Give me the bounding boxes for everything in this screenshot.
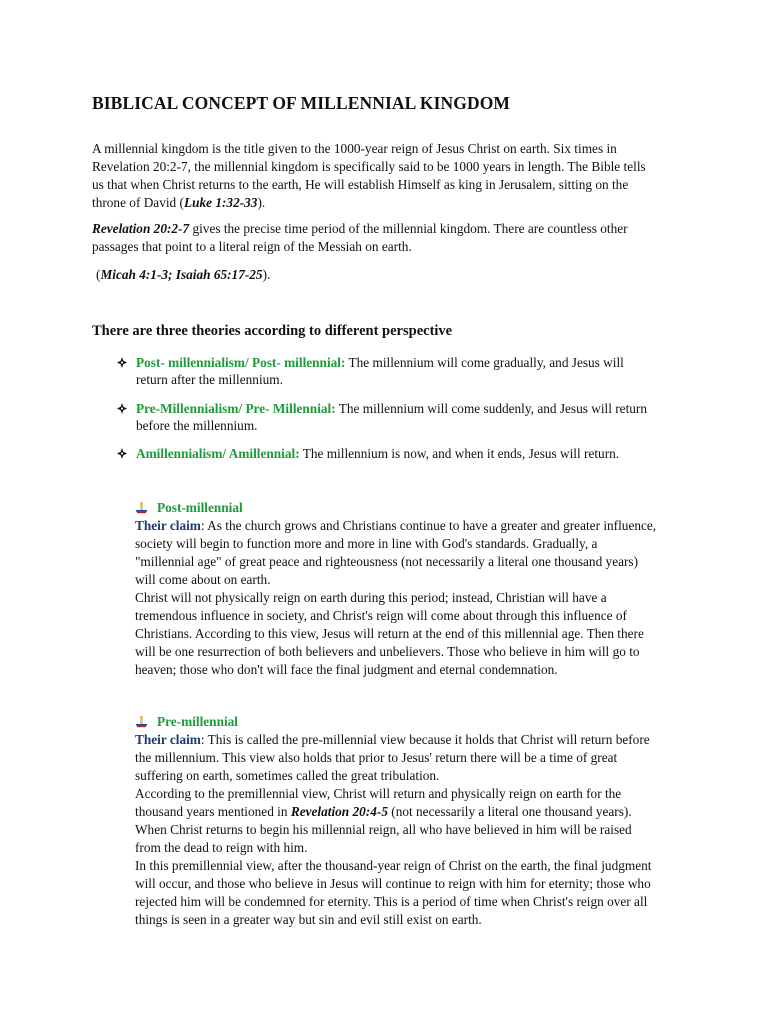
theory-name: Pre-Millennialism/ Pre- Millennial: xyxy=(136,401,336,416)
section-title: Post-millennial xyxy=(157,500,243,515)
theory-description: before the millennium. xyxy=(136,418,258,433)
section-line: Christ will not physically reign on earth during this period; instead, Christian will have a xyxy=(135,590,607,605)
section-line: tremendous influence in society, and Christ's reign will come about through this influence of xyxy=(135,608,627,623)
section-line: society will begin to function more and more in line with God's standards. Gradually, a xyxy=(135,536,598,551)
references-paragraph xyxy=(96,266,696,284)
paragraph-text: gives the precise time period of the millennial kingdom. There are countless other xyxy=(189,221,628,236)
intro-line: A millennial kingdom is the title given to the 1000-year reign of Jesus Christ on earth. Six times in xyxy=(92,141,617,156)
claim-line xyxy=(135,517,695,535)
section-line: will be one resurrection of both believers and unbelievers. Those who believe in him will go to xyxy=(135,644,640,659)
candle-icon xyxy=(135,715,148,728)
section-heading xyxy=(135,499,695,517)
paragraph-line xyxy=(96,266,696,284)
section-heading xyxy=(135,713,695,731)
claim-text: : As the church grows and Christians continue to have a greater and greater influence, xyxy=(200,518,657,533)
section-line: In this premillennial view, after the thousand-year reign of Christ on the earth, the final judgment xyxy=(135,858,652,873)
theory-description: The millennium will come suddenly, and Jesus will return xyxy=(335,401,647,416)
intro-line xyxy=(92,194,692,212)
paren-close: ). xyxy=(262,267,271,282)
theory-text xyxy=(136,445,676,462)
paragraph-line xyxy=(92,220,692,238)
paren-open: ( xyxy=(96,267,101,282)
diamond-bullet-icon xyxy=(116,445,128,462)
section-line: heaven; those who don't will face the final judgment and eternal condemnation. xyxy=(135,662,558,677)
diamond-bullet-icon xyxy=(116,400,128,417)
section-line: Christians. According to this view, Jesus will return at the end of this millennial age. Then there xyxy=(135,626,644,641)
scripture-reference: Luke 1:32-33 xyxy=(183,195,258,210)
diamond-bullet-icon xyxy=(116,354,128,371)
claim-line xyxy=(135,731,695,749)
claim-label: Their claim xyxy=(135,732,201,747)
claim-text: : This is called the pre-millennial view because it holds that Christ will return before xyxy=(200,732,650,747)
intro-line: us that when Christ returns to the earth, He will establish Himself as king in Jerusalem, sitting on the xyxy=(92,177,629,192)
revelation-paragraph xyxy=(92,220,692,256)
theory-name: Amillennialism/ Amillennial: xyxy=(136,446,300,461)
pre-millennial-section xyxy=(135,713,695,929)
theory-text xyxy=(136,354,676,388)
theory-text xyxy=(136,400,676,434)
section-line: When Christ returns to begin his millennial reign, all who have believed in him will be raised xyxy=(135,822,632,837)
section-line: According to the premillennial view, Christ will return and physically reign on earth for the xyxy=(135,786,622,801)
section-title: Pre-millennial xyxy=(157,714,239,729)
intro-line: Revelation 20:2-7, the millennial kingdom is specifically said to be 1000 years in length. The Bible tells xyxy=(92,159,646,174)
section-line: the millennium. This view also holds that prior to Jesus' return there will be a time of great xyxy=(135,750,618,765)
section-text: (not necessarily a literal one thousand years). xyxy=(387,804,632,819)
section-line: will come about on earth. xyxy=(135,572,271,587)
scripture-reference: Revelation 20:2-7 xyxy=(92,221,190,236)
paragraph-line: passages that point to a literal reign of the Messiah on earth. xyxy=(92,239,412,254)
claim-label: Their claim xyxy=(135,518,201,533)
section-line: "millennial age" of great peace and righteousness (not necessarily a literal one thousand years) xyxy=(135,554,639,569)
candle-icon xyxy=(135,501,148,514)
intro-text: throne of David ( xyxy=(92,195,184,210)
section-subheading: There are three theories according to different perspective xyxy=(92,323,453,339)
section-line: rejected him will be condemned for eternity. This is a period of time when Christ's reign over all xyxy=(135,894,648,909)
theory-description: return after the millennium. xyxy=(136,372,283,387)
intro-text: ). xyxy=(257,195,266,210)
section-line: from the dead to reign with him. xyxy=(135,840,308,855)
section-line: will occur, and those who believe in Jesus will continue to reign with him for eternity; those who xyxy=(135,876,651,891)
theory-description: The millennium is now, and when it ends, Jesus will return. xyxy=(299,446,620,461)
section-text: thousand years mentioned in xyxy=(135,804,291,819)
post-millennial-section xyxy=(135,499,695,679)
theory-name: Post- millennialism/ Post- millennial: xyxy=(136,355,346,370)
section-line: things is seen in a greater way but sin and evil still exist on earth. xyxy=(135,912,482,927)
intro-paragraph xyxy=(92,140,692,212)
scripture-reference: Micah 4:1-3; Isaiah 65:17-25 xyxy=(100,267,263,282)
section-line: suffering on earth, sometimes called the great tribulation. xyxy=(135,768,440,783)
section-line xyxy=(135,803,695,821)
scripture-reference: Revelation 20:4-5 xyxy=(290,804,388,819)
theory-description: The millennium will come gradually, and Jesus will xyxy=(345,355,624,370)
page-title: BIBLICAL CONCEPT OF MILLENNIAL KINGDOM xyxy=(92,93,511,113)
